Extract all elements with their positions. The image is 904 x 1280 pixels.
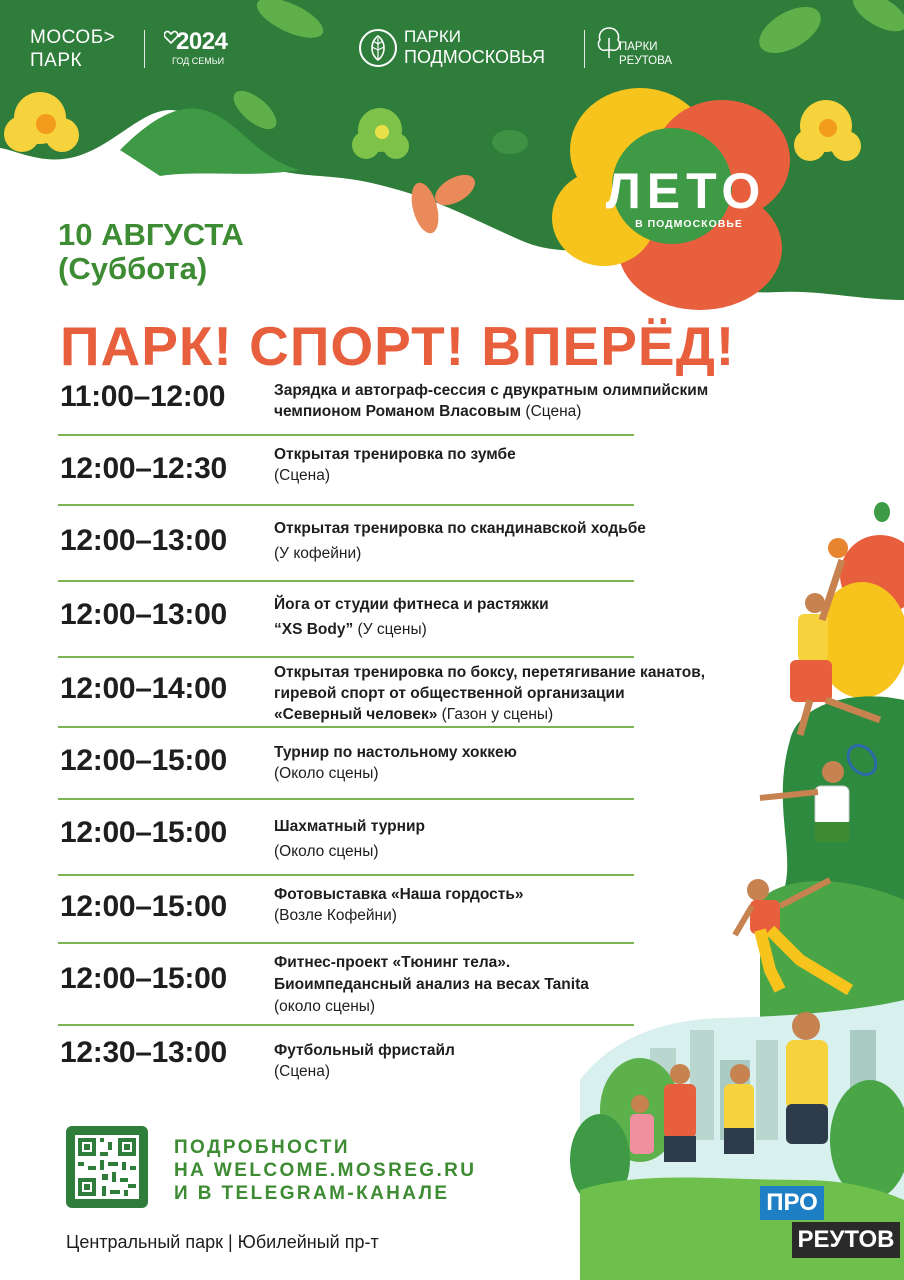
mosobpark-logo [30, 26, 115, 72]
schedule-title-line2: “XS Body” [274, 621, 354, 638]
row-divider [58, 434, 634, 436]
schedule-time: 12:00–13:00 [60, 598, 227, 631]
pro-reutov-line1: ПРО [760, 1186, 824, 1220]
schedule-location: (Сцена) [274, 467, 331, 484]
more-info-line1: ПОДРОБНОСТИ [174, 1137, 350, 1158]
schedule-location: (Возле Кофейни) [274, 907, 397, 924]
schedule-title: Зарядка и автограф-сессия с двукратным олимпийским [274, 382, 709, 399]
schedule-description [274, 592, 794, 642]
schedule-title-line2: чемпионом Романом Власовым [274, 403, 522, 420]
row-divider [58, 580, 634, 582]
parki-reutova-logo [619, 40, 672, 68]
headline: ПАРК! СПОРТ! ВПЕРЁД! [60, 315, 736, 377]
schedule-time: 11:00–12:00 [60, 380, 226, 413]
pro-reutov-line2: РЕУТОВ [792, 1222, 900, 1258]
schedule-description [274, 444, 794, 486]
row-divider [58, 656, 634, 658]
schedule-location: (У сцены) [353, 621, 427, 638]
schedule-description [274, 884, 794, 926]
basketball-icon [828, 538, 848, 558]
schedule-description [274, 662, 794, 725]
event-date [58, 218, 244, 286]
more-info-line3: И В TELEGRAM-КАНАЛЕ [174, 1183, 450, 1204]
parki-podmoskovya-leaf-icon [358, 28, 398, 68]
row-divider [58, 1024, 634, 1026]
schedule-title: Йога от студии фитнеса и растяжки [274, 596, 549, 613]
schedule-title: Футбольный фристайл [274, 1042, 455, 1059]
row-divider [58, 504, 634, 506]
schedule-time: 12:30–13:00 [60, 1036, 227, 1069]
parki-logo-line2: ПОДМОСКОВЬЯ [404, 47, 546, 67]
schedule-time: 12:00–12:30 [60, 452, 227, 485]
schedule-location: (Газон у сцены) [437, 706, 554, 723]
schedule-time: 12:00–15:00 [60, 962, 227, 995]
schedule-description [274, 380, 794, 422]
schedule-location: (У кофейни) [274, 545, 362, 562]
event-day: 10 АВГУСТА [58, 217, 244, 252]
schedule-time: 12:00–15:00 [60, 744, 227, 777]
event-weekday: (Суббота) [58, 251, 208, 286]
logo-divider [584, 30, 585, 68]
schedule-description [274, 952, 794, 1018]
schedule-location: (Сцена) [274, 1063, 331, 1080]
qr-code[interactable] [66, 1126, 148, 1208]
mosobpark-logo-line1: МОСОБ> [30, 27, 116, 48]
schedule-location: (Сцена) [521, 403, 582, 420]
more-info [174, 1136, 476, 1205]
schedule-time: 12:00–14:00 [60, 672, 227, 705]
reutov-logo-line1: ПАРКИ [619, 41, 658, 53]
event-address: Центральный парк | Юбилейный пр-т [66, 1232, 379, 1252]
schedule-title: Открытая тренировка по боксу, перетягивание канатов, [274, 664, 706, 681]
row-divider [58, 726, 634, 728]
schedule-time: 12:00–15:00 [60, 816, 227, 849]
row-divider [58, 942, 634, 944]
schedule-description [274, 742, 794, 784]
schedule-title: Открытая тренировка по скандинавской ходьбе [274, 520, 646, 537]
more-info-link[interactable]: НА WELCOME.MOSREG.RU [174, 1160, 477, 1181]
schedule-title-line2: гиревой спорт от общественной организации [274, 685, 625, 702]
schedule-location: (около сцены) [274, 998, 376, 1015]
schedule-description [274, 516, 794, 566]
parki-podmoskovya-logo [404, 26, 545, 68]
logo-divider [144, 30, 145, 68]
leto-title: ЛЕТО [605, 163, 767, 219]
row-divider [58, 798, 634, 800]
schedule-title: Фотовыставка «Наша гордость» [274, 886, 524, 903]
qr-code-icon [66, 1126, 148, 1208]
schedule-description [274, 1040, 794, 1082]
schedule-time: 12:00–15:00 [60, 890, 227, 923]
mosobpark-logo-line2: ПАРК [30, 50, 83, 71]
year-of-family-caption: ГОД СЕМЬИ [172, 56, 225, 66]
schedule-location: (Около сцены) [274, 765, 379, 782]
leaf-icon [492, 130, 528, 154]
schedule-title: Открытая тренировка по зумбе [274, 446, 516, 463]
year-of-family-logo: 2024 [176, 28, 228, 55]
row-divider [58, 874, 634, 876]
schedule-title: Турнир по настольному хоккею [274, 744, 517, 761]
parki-logo-line1: ПАРКИ [404, 27, 462, 46]
schedule-title-line3: «Северный человек» [274, 706, 438, 723]
leto-subtitle: В ПОДМОСКОВЬЕ [635, 218, 743, 230]
schedule-description [274, 814, 794, 864]
reutov-logo-line2: РЕУТОВА [619, 55, 673, 67]
schedule-title-line2: Биоимпедансный анализ на весах Tanita [274, 976, 589, 993]
schedule-time: 12:00–13:00 [60, 524, 227, 557]
schedule-title: Фитнес-проект «Тюнинг тела». [274, 954, 511, 971]
schedule-title: Шахматный турнир [274, 818, 425, 835]
schedule-location: (Около сцены) [274, 843, 379, 860]
